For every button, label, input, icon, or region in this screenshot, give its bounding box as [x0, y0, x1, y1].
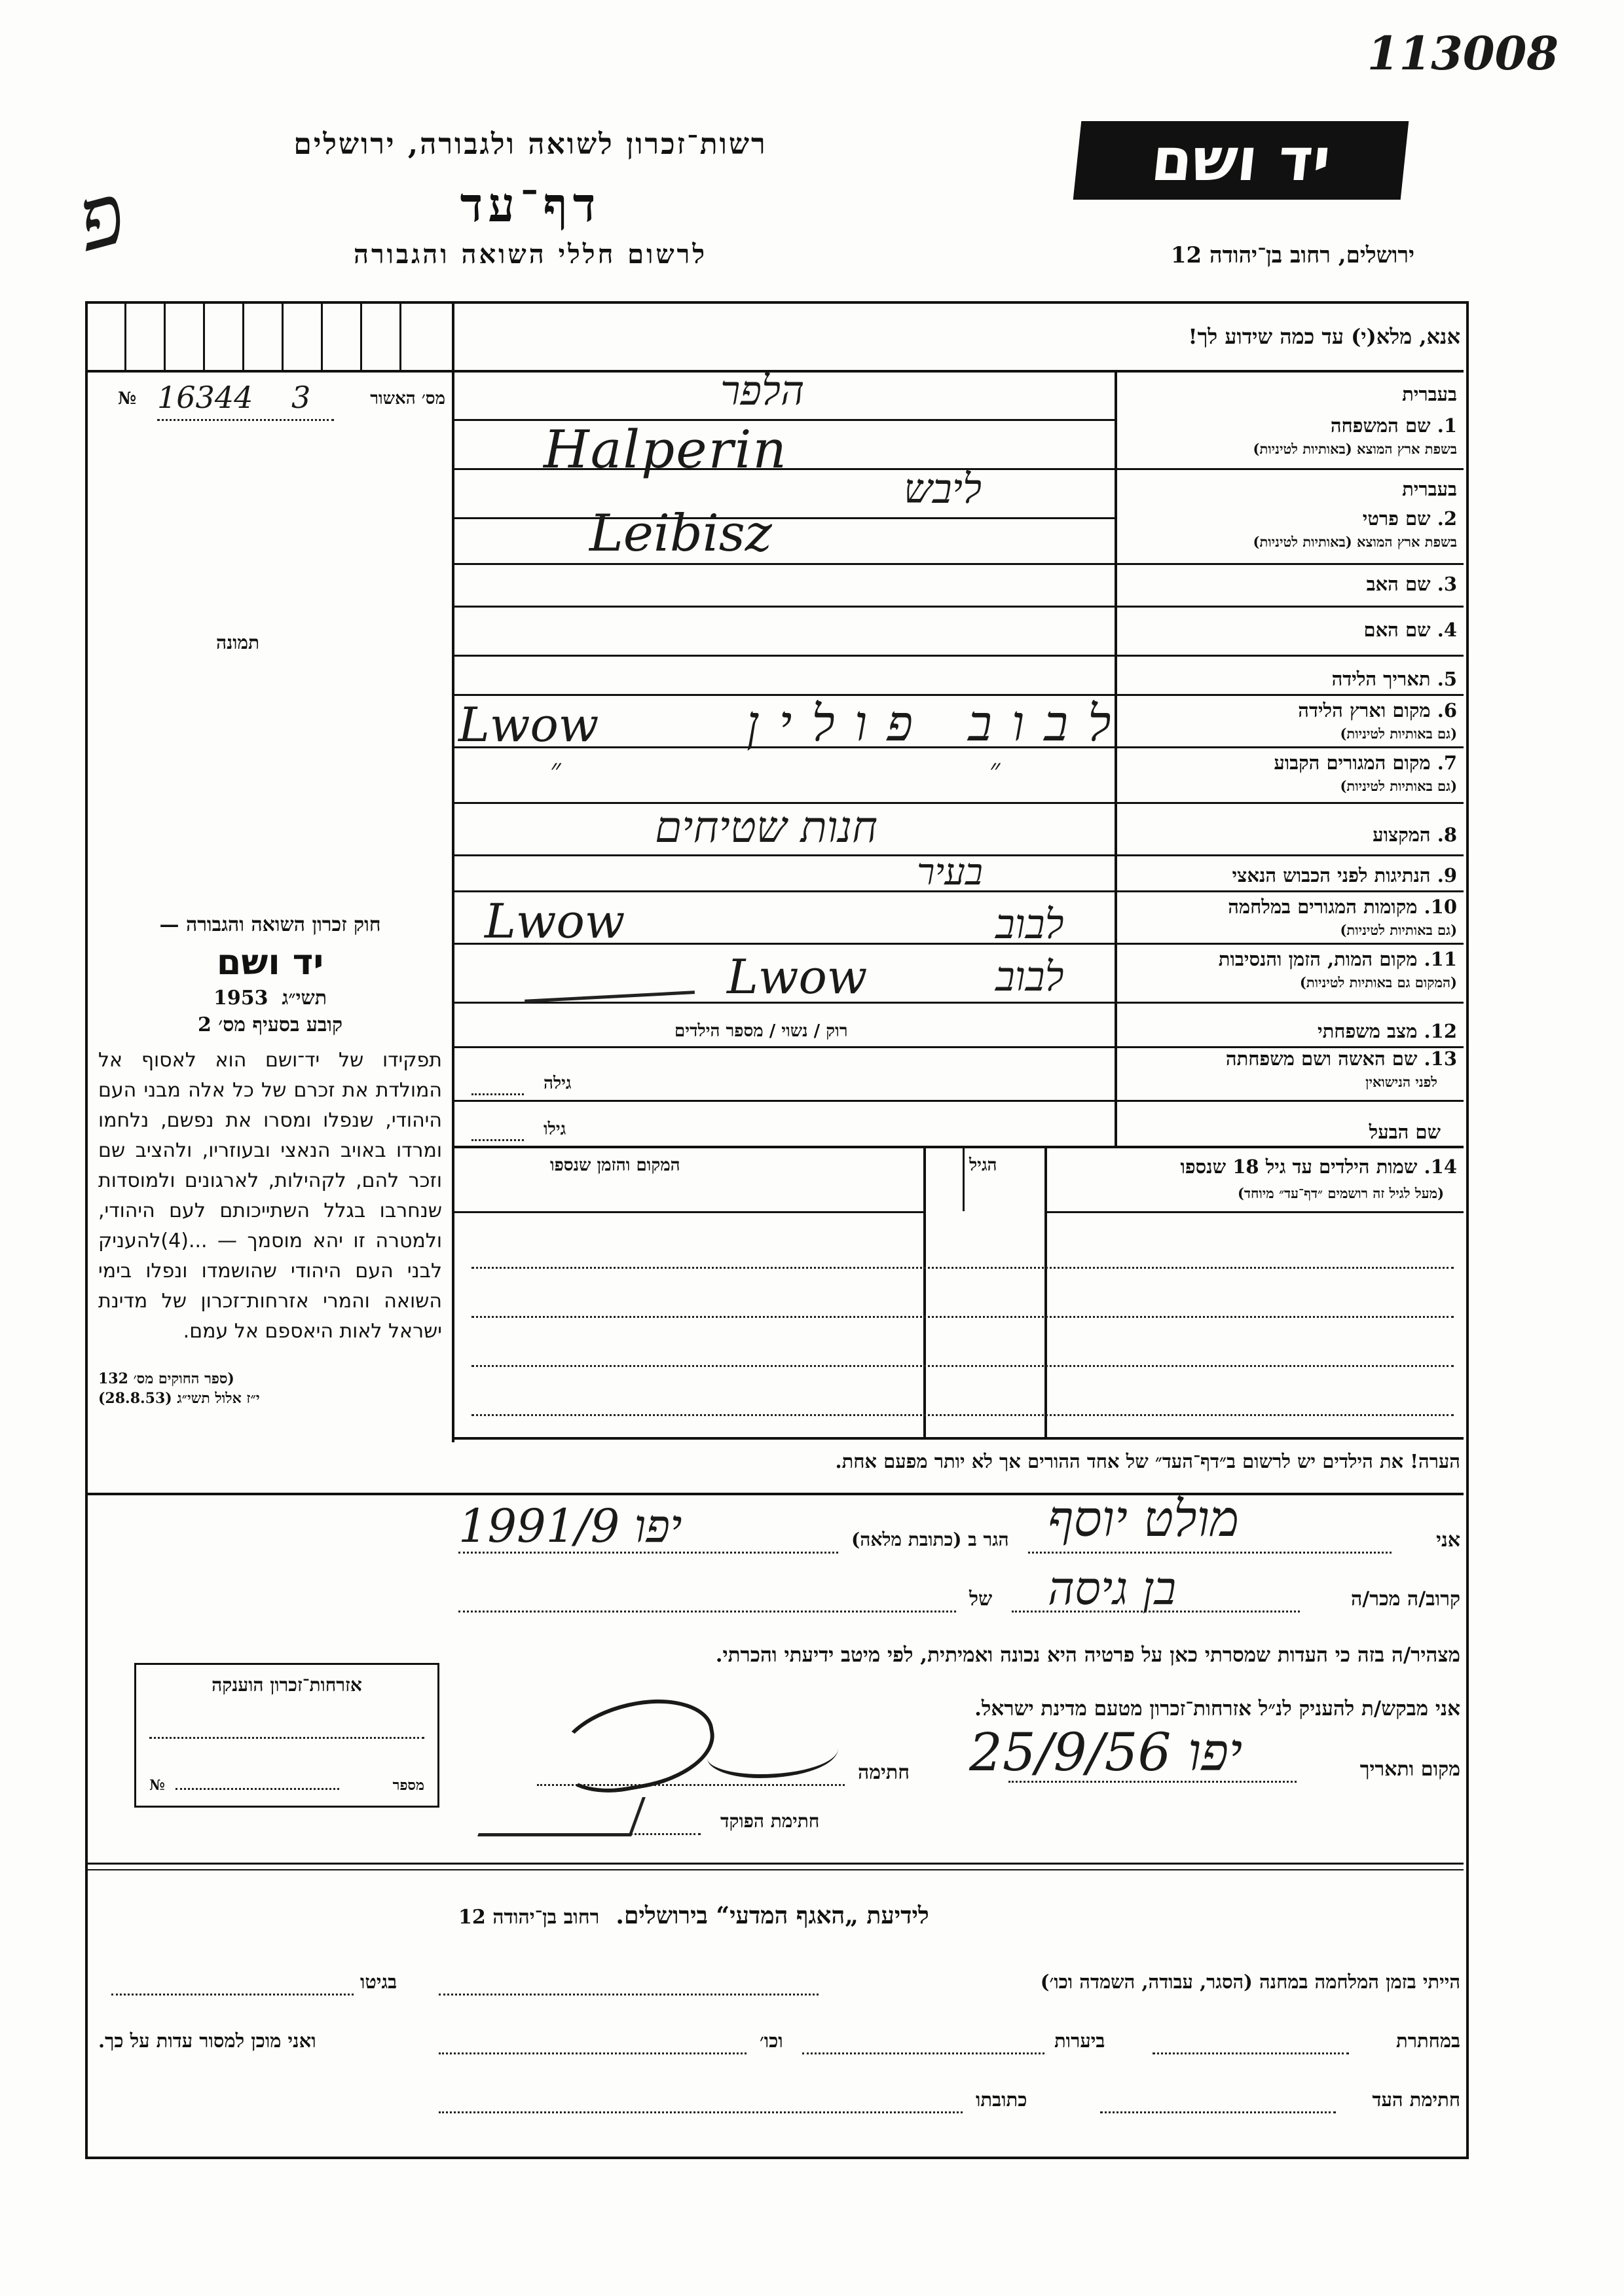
- field-row-11: [1116, 948, 1464, 997]
- field-11-label-text: מקום המות, הזמן והנסיבות: [1218, 948, 1418, 970]
- field-6-num: 6.: [1437, 699, 1457, 721]
- children-col-place: המקום והזמן שנספו: [550, 1156, 680, 1175]
- field-2-sub: בשפת ארץ המוצא (באותיות לטיניות): [1253, 534, 1457, 550]
- law-clause: קובע בסעיף מס׳ 2: [197, 1013, 343, 1036]
- decl-i-label: אני: [1436, 1529, 1460, 1552]
- field-husband-label: שם הבעל: [1369, 1121, 1441, 1143]
- field-1-label-text: שם המשפחה: [1330, 414, 1431, 437]
- citizenship-title: אזרחות־זכרון הוענקה: [212, 1674, 362, 1696]
- field-row-5: [1332, 668, 1457, 691]
- field-row-6: [1116, 699, 1464, 745]
- decl-official-scribble: [477, 1797, 646, 1836]
- field-3-label: שם האב: [1366, 573, 1431, 595]
- value-birthplace-heb: לבוב פולין: [747, 694, 1131, 752]
- law-year-num: 1953: [213, 987, 268, 1010]
- field-row-12: [1318, 1020, 1457, 1043]
- law-name: יד ושם: [216, 941, 324, 983]
- authority-line: רשות־זכרון לשואה ולגבורה, ירושלים: [293, 128, 767, 161]
- partisan-line-2b: ביערות: [1054, 2030, 1105, 2052]
- field-7-num: 7.: [1437, 752, 1457, 774]
- partisan-title-text: לידיעת „האגף המדעי“ בירושלים.: [616, 1902, 929, 1929]
- law-source: (ספר החוקים מס׳ 132: [98, 1370, 234, 1387]
- decl-statement-2: אני מבקש/ת להעניק לנ״ל אזרחות־זכרון מטעם מדינת ישראל.: [974, 1697, 1460, 1721]
- logo-text: יד ושם: [1148, 126, 1334, 194]
- field-11-sub: (המקום גם באותיות לטיניות): [1299, 974, 1457, 991]
- field-4-label: שם האם: [1363, 619, 1431, 641]
- children-title: [1180, 1156, 1457, 1178]
- value-marital-status: רוק / נשוי / מספר הילדים: [674, 1021, 848, 1041]
- field-2-label: [1363, 507, 1457, 530]
- field-10-label: [1228, 896, 1457, 919]
- decl-of-label: של: [969, 1588, 993, 1611]
- field-1-sub: בשפת ארץ המוצא (באותיות לטיניות): [1253, 441, 1457, 457]
- field-6-sub: (גם באותיות לטיניות): [1340, 725, 1457, 742]
- decl-address-value: יפו 1991/9: [458, 1499, 682, 1553]
- decl-relation-value: בן גיסה: [1048, 1561, 1177, 1615]
- citizenship-prefix: №: [149, 1777, 165, 1794]
- field-6-label-text: מקום וארץ הלידה: [1298, 699, 1431, 721]
- field-7-label: [1274, 752, 1457, 774]
- field-5-num: 5.: [1437, 668, 1457, 690]
- children-col-age: הגיל: [969, 1156, 997, 1175]
- field-5-label: תאריך הלידה: [1331, 668, 1431, 690]
- decl-statement-1: מצהיר/ה בזה כי העדות שמסרתי כאן על פרטיה היא נכונה ואמיתית, לפי מיטב ידיעתי והכרתי.: [715, 1643, 1460, 1667]
- field-13-sub: לפני הנישואין: [1365, 1074, 1437, 1090]
- field-row-13: [1116, 1048, 1464, 1097]
- field-8-num: 8.: [1437, 824, 1457, 846]
- decl-place-date-value: יפו 25/9/56: [969, 1722, 1243, 1783]
- intro-text: אנא, מלא(י) עד כמה שידוע לך!: [1188, 324, 1460, 349]
- field-7-label-text: מקום המגורים הקבוע: [1274, 752, 1431, 774]
- field-row-3: [1367, 573, 1457, 596]
- field-row-2: [1116, 478, 1464, 556]
- value-family-name-latin: Halperin: [544, 419, 788, 480]
- photo-label: תמונה: [216, 632, 260, 653]
- value-activity-before: בעיר: [917, 851, 983, 894]
- law-text: תפקידו של יד־ושם הוא לאסוף אל המולדת את זכרם של כל אלה מבני העם היהודי, שנפלו ומסרו את נפשם, נלחמו ומרדו באויב הנאצי ובעוזריו, ולהציב שם וזכר להם, לקהילות, לארגונים ולמוסדות שנחרבו בגלל השתייכותם לעם היהודי, ולמטרה זו יהא מוסמך — ...(4)להעניק לבני העם היהודי שהושמדו ונפלו בימי השואה והמרי אזרחות־זכרון של מדינת ישראל לאות היאספם אל עמם.: [98, 1049, 442, 1343]
- children-sub: (מעל לגיל זה רושמים ״דף־עד״ מיוחד): [1237, 1185, 1444, 1201]
- children-note: הערה! את הילדים יש לרשום ב״דף־העד״ של אחד ההורים אך לא יותר מפעם אחת.: [835, 1450, 1460, 1472]
- value-wartime-residence-heb: לבוב: [995, 900, 1064, 948]
- field-2-num: 2.: [1437, 507, 1457, 530]
- yad-vashem-logo: [1073, 121, 1409, 200]
- decl-resides-label: הגר ב (כתובת מלאה): [851, 1529, 1009, 1550]
- children-title-text: שמות הילדים עד גיל 18 שנספו: [1180, 1156, 1418, 1178]
- value-wartime-residence-latin: Lwow: [485, 894, 625, 949]
- decl-relative-label: קרוב/ה מכר/ה: [1351, 1588, 1460, 1611]
- partisan-line-1b: בגיטו: [360, 1971, 397, 1993]
- cert-sub-value: 3: [291, 380, 311, 415]
- law-year-heb: תשי״ג: [282, 987, 327, 1010]
- field-10-num: 10.: [1424, 896, 1457, 918]
- field-row-9: [1232, 864, 1457, 887]
- field-13-num: 13.: [1424, 1048, 1457, 1070]
- field-10-sub: (גם באותיות לטיניות): [1340, 922, 1457, 938]
- field-12-label: מצב משפחתי: [1318, 1020, 1418, 1042]
- value-first-name-latin: Leibisz: [589, 504, 772, 563]
- partisan-line-2a: במחתרת: [1396, 2030, 1460, 2052]
- field-row-4: [1363, 619, 1457, 642]
- partisan-address: רחוב בן־יהודה 12: [458, 1906, 600, 1929]
- partisan-line-2d: ואני מוכן למסור עדות על כך.: [98, 2030, 316, 2052]
- field-2-heb-tag: בעברית: [1402, 478, 1457, 500]
- partisan-line-1a: הייתי בזמן המלחמה במחנה (הסגר, עבודה, השמדה וכו׳): [1040, 1971, 1460, 1993]
- value-first-name-heb: ליבש: [904, 465, 982, 513]
- value-residence-ditto: ״ ״: [550, 753, 1210, 786]
- field-13-label-text: שם האשה ושם משפחתה: [1225, 1048, 1418, 1070]
- value-death-place-heb: לבוב: [995, 953, 1064, 1000]
- field-11-label: [1219, 948, 1457, 971]
- corner-handwritten-mark: פ: [66, 162, 136, 271]
- value-death-place-latin: Lwow: [727, 949, 868, 1004]
- field-9-label: הנתיגות לפני הכבוש הנאצי: [1232, 864, 1431, 886]
- field-9-num: 9.: [1437, 864, 1457, 886]
- archive-stamp-number: 113008: [1367, 26, 1559, 81]
- field-3-num: 3.: [1437, 573, 1457, 595]
- field-7-sub: (גם באותיות לטיניות): [1340, 778, 1457, 794]
- law-title: חוק זכרון השואה והגבורה —: [159, 913, 381, 936]
- field-10-label-text: מקומות המגורים במלחמה: [1228, 896, 1418, 918]
- partisan-title: [458, 1902, 929, 1929]
- form-title: דף־עד: [460, 177, 601, 232]
- law-year: [98, 987, 442, 1010]
- field-row-10: [1116, 896, 1464, 941]
- decl-place-date-label: מקום ותאריך: [1359, 1758, 1460, 1781]
- field-1-label: [1331, 414, 1457, 437]
- field-8-label: המקצוע: [1373, 824, 1431, 846]
- field-row-8: [1373, 824, 1457, 847]
- value-birthplace-latin: Lwow: [458, 697, 599, 752]
- value-family-name-heb: הלפר: [720, 367, 805, 414]
- citizenship-number-label: מספר: [392, 1777, 424, 1794]
- partisan-line-3a: חתימת העד: [1372, 2088, 1460, 2111]
- value-profession: חנות שטיחים: [655, 802, 878, 852]
- law-source-2: י״ז אלול תשי״ג (28.8.53): [98, 1390, 260, 1407]
- certificate-number-row: [118, 380, 445, 419]
- field-12-num: 12.: [1424, 1020, 1457, 1042]
- field-6-label: [1298, 699, 1457, 722]
- value-husband-age-label: גילו: [544, 1120, 566, 1139]
- field-row-husband: [1369, 1121, 1441, 1144]
- field-13-label: [1226, 1048, 1457, 1070]
- field-1-num: 1.: [1437, 414, 1457, 437]
- value-wife-age-label: גילה: [544, 1074, 572, 1093]
- field-4-num: 4.: [1437, 619, 1457, 641]
- law-box: [98, 913, 442, 1470]
- form-subtitle: לרשום חללי השואה והגבורה: [353, 239, 708, 270]
- cert-number-value: 16344: [157, 380, 253, 415]
- cert-prefix: №: [118, 389, 137, 409]
- decl-name-value: מולט יוסף: [1048, 1489, 1240, 1548]
- field-row-1: [1116, 383, 1464, 462]
- field-1-heb-tag: בעברית: [1402, 383, 1457, 405]
- header-address: ירושלים, רחוב בן־יהודה 12: [1170, 242, 1414, 268]
- partisan-line-3b: כתובתו: [976, 2088, 1027, 2111]
- partisan-line-2c: וכו׳: [760, 2030, 783, 2052]
- field-2-label-text: שם פרטי: [1362, 507, 1431, 530]
- field-11-num: 11.: [1424, 948, 1457, 970]
- citizenship-box: [134, 1663, 439, 1808]
- cert-label: מס׳ האשור: [370, 389, 445, 409]
- decl-signature-label: חתימה: [858, 1761, 910, 1784]
- decl-official-label: חתימת הפוקד: [720, 1810, 820, 1832]
- children-num: 14.: [1424, 1156, 1457, 1178]
